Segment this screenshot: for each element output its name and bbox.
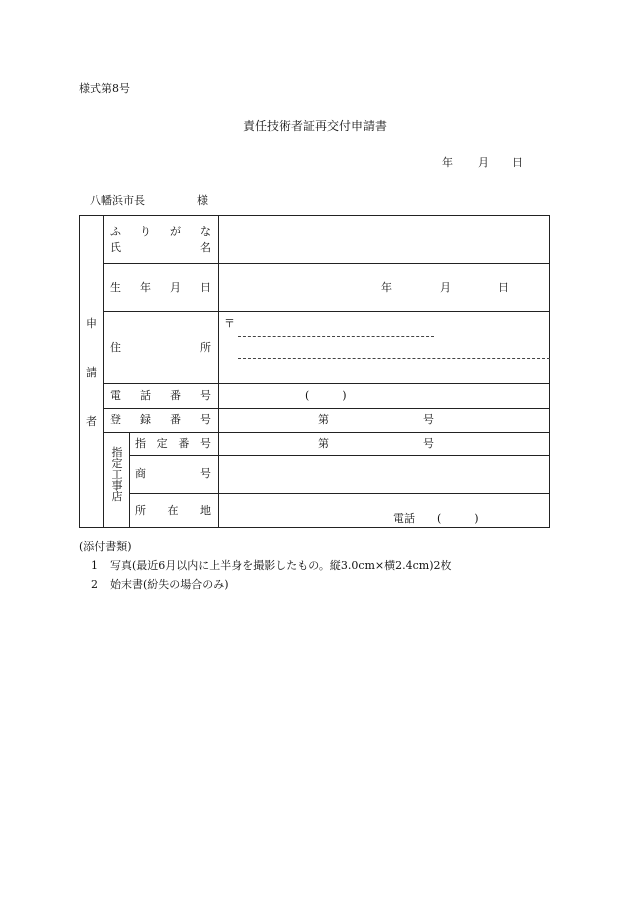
designation-prefix: 第	[318, 437, 329, 450]
label-char: 所	[200, 341, 211, 354]
divider	[103, 432, 550, 433]
label-char: 号	[199, 437, 211, 450]
registration-label	[110, 414, 211, 425]
label-char: が	[170, 225, 181, 238]
label-char: 日	[200, 281, 211, 294]
attachment-number: 2	[91, 578, 98, 591]
label-char: 地	[200, 504, 211, 517]
attachment-number: 1	[91, 559, 98, 572]
label-char: 住	[110, 341, 121, 354]
applicant-label-char: 申	[86, 317, 97, 330]
label-char: 指	[111, 446, 123, 459]
divider	[129, 432, 130, 528]
document-title: 責任技術者証再交付申請書	[242, 119, 387, 133]
divider	[103, 408, 550, 409]
date-month: 月	[478, 156, 489, 169]
postal-mark: 〒	[224, 317, 235, 330]
divider	[129, 455, 550, 456]
contractor-label	[109, 447, 125, 502]
label-char: 号	[200, 467, 211, 480]
designation-label	[135, 438, 211, 449]
postal-line	[238, 336, 434, 337]
applicant-label-char: 者	[86, 415, 97, 428]
divider	[103, 263, 550, 264]
table-border	[79, 215, 550, 528]
label-char: 号	[200, 389, 211, 402]
divider	[103, 383, 550, 384]
addressee-honorific: 様	[197, 194, 208, 207]
label-char: 所	[135, 504, 146, 517]
divider	[103, 215, 104, 528]
phone-value: ( )	[305, 389, 347, 402]
label-char: 電	[110, 389, 121, 402]
label-char: な	[200, 225, 211, 238]
birth-month: 月	[440, 281, 451, 294]
label-char: 事	[111, 479, 123, 492]
label-char: 定	[111, 457, 123, 470]
label-char: 工	[111, 468, 123, 481]
location-label	[135, 505, 211, 516]
address-line	[238, 358, 550, 359]
label-char: 番	[178, 437, 190, 450]
label-char: 録	[140, 413, 151, 426]
date-year: 年	[442, 156, 453, 169]
address-label	[110, 342, 211, 353]
birth-day: 日	[498, 281, 509, 294]
label-char: 生	[110, 281, 121, 294]
label-char: 月	[170, 281, 181, 294]
divider	[218, 215, 219, 528]
label-char: 番	[170, 413, 181, 426]
label-char: 指	[135, 437, 146, 450]
birth-year: 年	[381, 281, 392, 294]
label-char: 商	[135, 467, 146, 480]
addressee-name: 八幡浜市長	[90, 194, 145, 207]
registration-suffix: 号	[423, 413, 434, 426]
designation-suffix: 号	[423, 437, 434, 450]
trade-name-label	[135, 468, 211, 479]
label-char: 在	[167, 504, 179, 517]
attachments-heading: (添付書類)	[79, 540, 132, 553]
label-char: 登	[110, 413, 121, 426]
attachment-text: 始末書(紛失の場合のみ)	[110, 578, 229, 591]
registration-prefix: 第	[318, 413, 329, 426]
date-day: 日	[512, 156, 523, 169]
label-char: 定	[156, 437, 168, 450]
divider	[103, 311, 550, 312]
label-char: ふ	[110, 225, 121, 238]
label-char: 年	[140, 281, 151, 294]
label-char: 話	[140, 389, 151, 402]
label-char: 号	[200, 413, 211, 426]
label-char: 名	[200, 241, 211, 254]
applicant-label-char: 請	[86, 366, 97, 379]
phone-label	[110, 390, 211, 401]
furigana-label	[110, 226, 211, 237]
label-char: 店	[111, 490, 123, 503]
divider	[129, 493, 550, 494]
name-label	[110, 242, 211, 253]
attachment-text: 写真(最近6月以内に上半身を撮影したもの。縦3.0cm×横2.4cm)2枚	[110, 559, 452, 572]
location-phone: 電話 ( )	[393, 512, 479, 525]
label-char: 番	[170, 389, 181, 402]
birthdate-label	[110, 282, 211, 293]
label-char: り	[140, 225, 151, 238]
form-number: 様式第8号	[79, 82, 130, 95]
label-char: 氏	[110, 241, 121, 254]
